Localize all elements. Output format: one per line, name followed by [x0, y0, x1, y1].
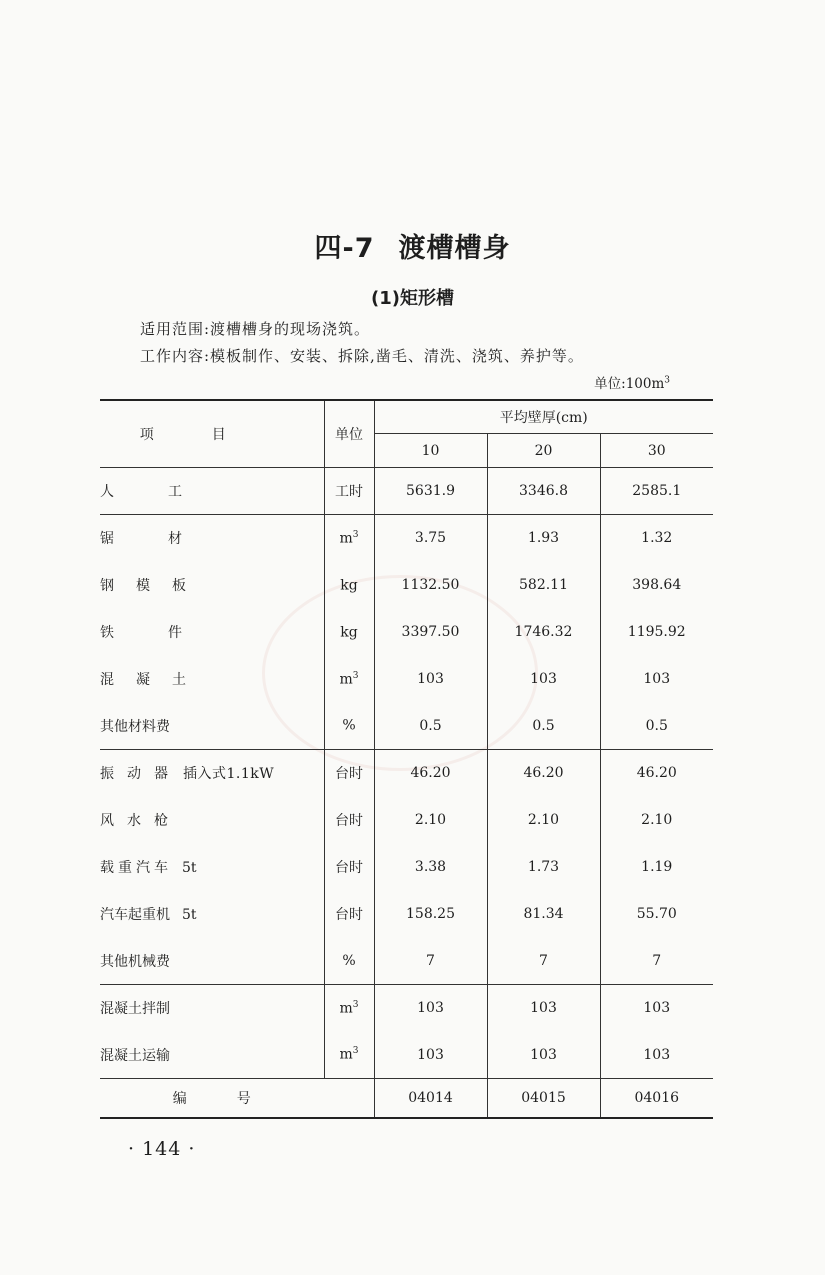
table-row: [100, 562, 713, 609]
row-unit: 台时: [324, 750, 374, 797]
page-number: · 144 ·: [128, 1138, 196, 1160]
row-label: 混凝土: [100, 672, 208, 688]
row-value: 1132.50: [374, 562, 487, 609]
table-row: [100, 797, 713, 844]
row-label: 钢模板: [100, 578, 208, 594]
row-value: 3.38: [374, 844, 487, 891]
unit-note-prefix: 单位:: [594, 376, 626, 392]
work-content-text: 工作内容:模板制作、安装、拆除,凿毛、清洗、浇筑、养护等。: [140, 347, 584, 365]
row-unit: kg: [324, 562, 374, 609]
unit-note-sup: 3: [664, 375, 670, 386]
row-value: 1195.92: [600, 609, 713, 656]
footer-code: 04016: [600, 1079, 713, 1119]
table-row: [100, 844, 713, 891]
row-value: 103: [487, 1032, 600, 1079]
row-value: 1.93: [487, 515, 600, 562]
footer-code: 04014: [374, 1079, 487, 1119]
row-label: 混凝土拌制: [100, 985, 324, 1032]
row-value: 81.34: [487, 891, 600, 938]
row-unit: 台时: [324, 797, 374, 844]
unit-note: [594, 372, 670, 392]
row-value: 1.32: [600, 515, 713, 562]
header-col: 30: [600, 434, 713, 468]
row-value: 582.11: [487, 562, 600, 609]
row-value: 55.70: [600, 891, 713, 938]
table-row: [100, 1032, 713, 1079]
row-label: 载重汽车 5t: [100, 860, 197, 876]
section-title: [0, 226, 825, 265]
row-value: 3346.8: [487, 468, 600, 515]
row-value: 7: [374, 938, 487, 985]
footer-label: 编号: [100, 1079, 374, 1119]
table-row: [100, 938, 713, 985]
row-label: 汽车起重机 5t: [100, 907, 197, 923]
row-value: 103: [600, 985, 713, 1032]
row-value: 2585.1: [600, 468, 713, 515]
header-group: 平均壁厚(cm): [374, 400, 713, 434]
row-value: 1746.32: [487, 609, 600, 656]
row-unit: 台时: [324, 891, 374, 938]
row-label: 其他材料费: [100, 718, 170, 735]
header-unit: 单位: [324, 400, 374, 468]
row-value: 0.5: [374, 703, 487, 750]
row-unit: $m^3$: [324, 985, 374, 1032]
table-row: [100, 609, 713, 656]
row-label: 人工: [100, 468, 324, 515]
row-value: 7: [600, 938, 713, 985]
row-value: 158.25: [374, 891, 487, 938]
row-value: 46.20: [374, 750, 487, 797]
table-footer-row: [100, 1079, 713, 1119]
row-unit: %: [324, 938, 374, 985]
footer-code: 04015: [487, 1079, 600, 1119]
row-label: 振动器 插入式1.1kW: [100, 750, 324, 797]
row-value: 46.20: [600, 750, 713, 797]
row-value: 103: [487, 985, 600, 1032]
row-label: 其他机械费: [100, 953, 170, 970]
row-label: 混凝土运输: [100, 1047, 170, 1064]
row-label: 铁件: [100, 625, 236, 641]
row-value: 46.20: [487, 750, 600, 797]
row-value: 2.10: [374, 797, 487, 844]
header-col: 10: [374, 434, 487, 468]
row-value: 3.75: [374, 515, 487, 562]
row-unit: $m^3$: [324, 656, 374, 703]
section-number: 四-7: [314, 233, 375, 264]
row-unit: kg: [324, 609, 374, 656]
table-row: [100, 985, 713, 1032]
header-col: 20: [487, 434, 600, 468]
row-value: 1.73: [487, 844, 600, 891]
row-value: 0.5: [487, 703, 600, 750]
table-row: [100, 703, 713, 750]
table-row-labor: [100, 468, 713, 515]
table-header-row: [100, 400, 713, 434]
row-unit: $m^3$: [324, 1032, 374, 1079]
scope-text: 适用范围:渡槽槽身的现场浇筑。: [140, 320, 371, 338]
subtitle: (1)矩形槽: [371, 288, 454, 309]
row-label: 风水枪: [100, 813, 181, 829]
table-row: [100, 515, 713, 562]
row-value: 103: [600, 656, 713, 703]
row-value: 1.19: [600, 844, 713, 891]
row-unit: %: [324, 703, 374, 750]
row-value: 5631.9: [374, 468, 487, 515]
row-unit: 台时: [324, 844, 374, 891]
row-unit: $m^3$: [324, 515, 374, 562]
section-name: 渡槽槽身: [398, 233, 511, 264]
quota-table: [100, 399, 713, 1119]
unit-note-value: 100m: [625, 376, 665, 392]
row-value: 3397.50: [374, 609, 487, 656]
row-value: 103: [374, 985, 487, 1032]
row-value: 103: [374, 656, 487, 703]
row-unit: 工时: [324, 468, 374, 515]
row-label: 锯材: [100, 515, 324, 562]
table-row: [100, 750, 713, 797]
row-value: 2.10: [487, 797, 600, 844]
row-value: 398.64: [600, 562, 713, 609]
row-value: 103: [374, 1032, 487, 1079]
row-value: 7: [487, 938, 600, 985]
row-value: 0.5: [600, 703, 713, 750]
row-value: 103: [487, 656, 600, 703]
table-row: [100, 656, 713, 703]
table-row: [100, 891, 713, 938]
header-item: 项目: [100, 400, 324, 468]
row-value: 2.10: [600, 797, 713, 844]
row-value: 103: [600, 1032, 713, 1079]
